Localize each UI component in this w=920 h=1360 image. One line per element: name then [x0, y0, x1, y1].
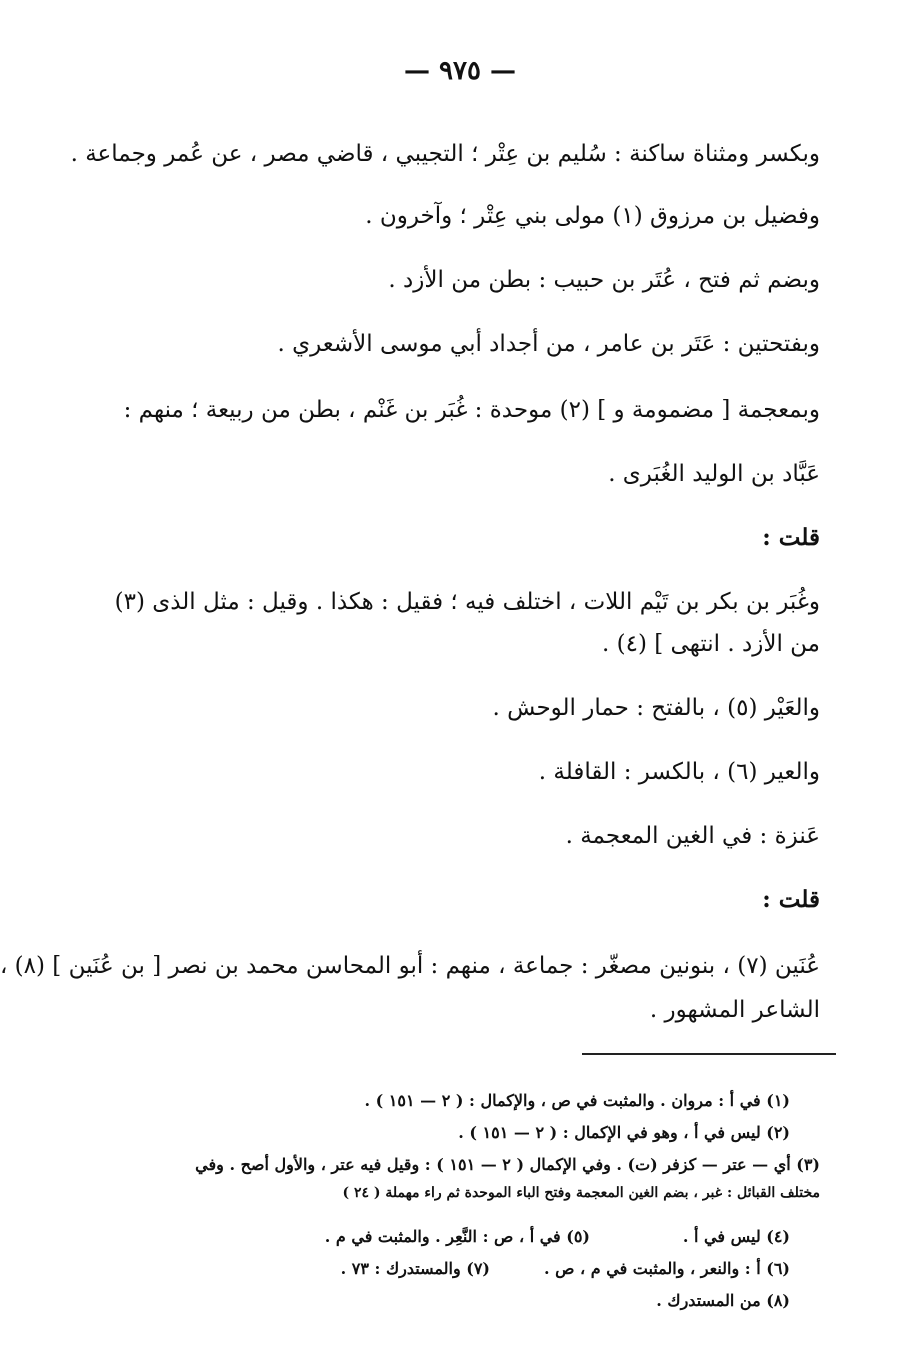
body-line: الشاعر المشهور . [649, 997, 820, 1023]
body-line: والعَيْر (٥) ، بالفتح : حمار الوحش . [492, 695, 820, 721]
footnote: (٢) ليس في أ ، وهو في الإكمال : ( ٢ — ١٥١ ) . [458, 1123, 790, 1142]
footnote: (٣) أي — عتر — كزفر (ت) . وفي الإكمال ( ٢ — ١٥١ ) : وقيل فيه عتر ، والأول أصح . وفي [195, 1155, 820, 1174]
footnote: (١) في أ : مروان . والمثبت في ص ، والإكمال : ( ٢ — ١٥١ ) . [364, 1091, 790, 1110]
page-number: — ٩٧٥ — [403, 56, 517, 86]
footnote: (٧) والمستدرك : ٧٣ . [340, 1259, 490, 1278]
body-line: وبمعجمة [ مضمومة و ] (٢) موحدة : غُبَر بن غَنْم ، بطن من ربيعة ؛ منهم : [123, 397, 820, 423]
body-line: من الأزد . انتهى ] (٤) . [602, 631, 820, 657]
footnote: (٦) أ : والنعر ، والمثبت في م ، ص . [543, 1259, 790, 1278]
body-line: وبفتحتين : عَتَر بن عامر ، من أجداد أبي موسى الأشعري . [277, 331, 820, 357]
body-line: وبضم ثم فتح ، عُتَر بن حبيب : بطن من الأزد . [388, 267, 820, 293]
body-line: عَبَّاد بن الوليد الغُبَرى . [608, 461, 820, 487]
footnote: مختلف القبائل : غبر ، بضم الغين المعجمة وفتح الباء الموحدة ثم راء مهملة ( ٢٤ ) [342, 1185, 820, 1201]
body-line: وبكسر ومثناة ساكنة : سُليم بن عِتْر ؛ التجيبي ، قاضي مصر ، عن عُمر وجماعة . [70, 141, 820, 167]
footnote: (٥) في أ ، ص : النَّعِر . والمثبت في م . [324, 1227, 590, 1246]
body-line: عَنزة : في الغين المعجمة . [565, 823, 820, 849]
section-heading: قلت : [762, 886, 820, 913]
body-line: وفضيل بن مرزوق (١) مولى بني عِتْر ؛ وآخرون . [365, 203, 820, 229]
body-line: وغُبَر بن بكر بن تَيْم اللات ، اختلف فيه ؛ فقيل : هكذا . وقيل : مثل الذى (٣) [114, 589, 820, 615]
footnote: (٨) من المستدرك . [656, 1291, 790, 1310]
footnote-divider [582, 1053, 836, 1055]
footnote: (٤) ليس في أ . [682, 1227, 790, 1246]
body-line: والعير (٦) ، بالكسر : القافلة . [538, 759, 820, 785]
section-heading: قلت : [762, 524, 820, 551]
body-line: عُنَين (٧) ، بنونين مصغّر : جماعة ، منهم : أبو المحاسن محمد بن نصر [ بن عُنَين ] (٨) ، [0, 953, 820, 979]
